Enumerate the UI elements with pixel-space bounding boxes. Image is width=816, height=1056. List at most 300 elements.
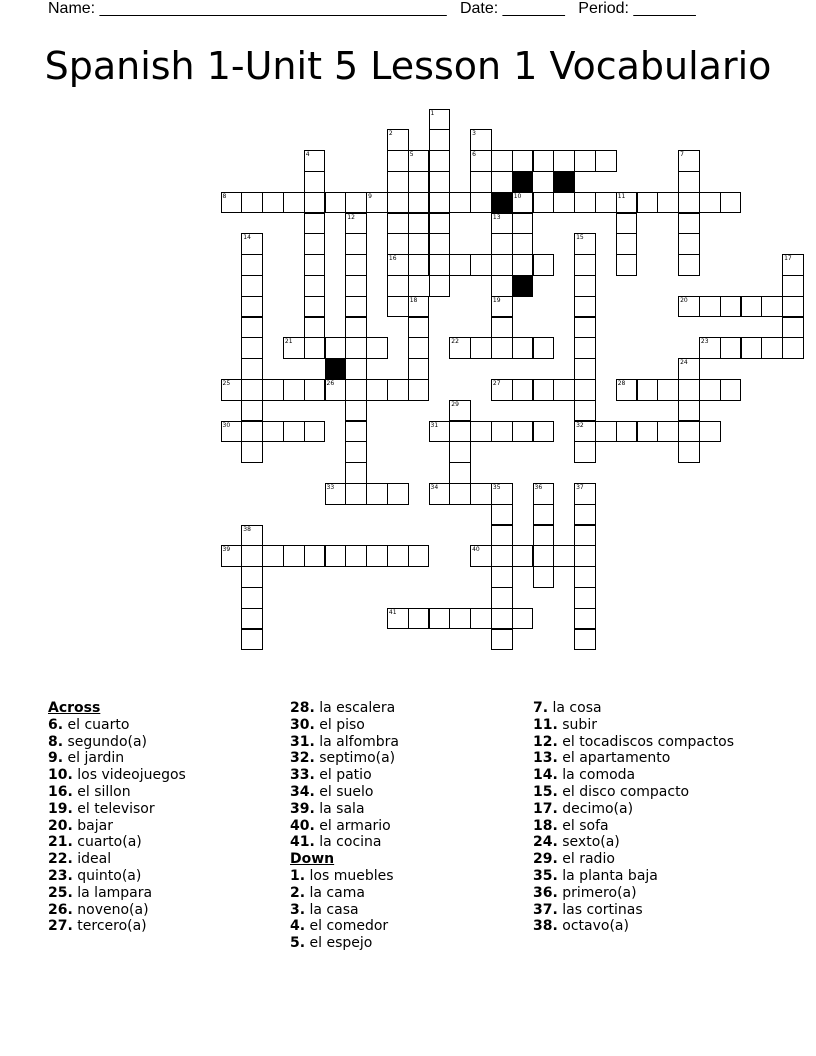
grid-cell[interactable] <box>429 213 451 235</box>
grid-cell[interactable] <box>387 296 409 318</box>
grid-cell[interactable] <box>512 233 534 255</box>
grid-cell[interactable] <box>595 150 617 172</box>
grid-cell[interactable] <box>782 275 804 297</box>
grid-cell[interactable] <box>241 545 263 567</box>
grid-cell[interactable] <box>574 483 596 505</box>
grid-cell[interactable] <box>429 254 451 276</box>
grid-cell[interactable] <box>470 421 492 443</box>
cell-number: 27 <box>492 379 501 387</box>
grid-cell[interactable] <box>678 233 700 255</box>
grid-cell[interactable] <box>387 254 409 276</box>
grid-cell[interactable] <box>678 150 700 172</box>
grid-cell[interactable] <box>449 441 471 463</box>
cell-number: 41 <box>388 608 397 616</box>
grid-cell[interactable] <box>533 379 555 401</box>
grid-cell[interactable] <box>533 483 555 505</box>
clue-text: la cosa <box>552 700 602 716</box>
grid-cell[interactable] <box>262 545 284 567</box>
grid-cell[interactable] <box>574 400 596 422</box>
grid-cell[interactable] <box>345 296 367 318</box>
grid-cell[interactable] <box>408 192 430 214</box>
clue-text: los muebles <box>309 867 394 884</box>
grid-cell[interactable] <box>491 233 513 255</box>
grid-cell[interactable] <box>429 192 451 214</box>
grid-cell[interactable] <box>304 254 326 276</box>
grid-cell[interactable] <box>449 421 471 443</box>
clue-number: 14. <box>533 767 558 784</box>
grid-cell[interactable] <box>699 337 721 359</box>
grid-cell[interactable] <box>491 629 513 651</box>
grid-cell[interactable] <box>491 545 513 567</box>
cell-number: 38 <box>243 525 251 533</box>
grid-cell[interactable] <box>574 566 596 588</box>
grid-cell[interactable] <box>429 421 451 443</box>
clue-text: la sala <box>319 800 365 817</box>
grid-cell[interactable] <box>782 254 804 276</box>
cell-number: 2 <box>388 130 393 138</box>
grid-cell[interactable] <box>241 192 263 214</box>
grid-cell[interactable] <box>304 545 326 567</box>
grid-cell[interactable] <box>470 337 492 359</box>
clue-number: 19. <box>48 800 73 817</box>
grid-cell[interactable] <box>678 379 700 401</box>
grid-cell[interactable] <box>449 483 471 505</box>
grid-cell[interactable] <box>533 566 555 588</box>
grid-cell[interactable] <box>408 171 430 193</box>
grid-cell[interactable] <box>491 504 513 526</box>
grid-cell[interactable] <box>616 254 638 276</box>
grid-cell[interactable] <box>699 192 721 214</box>
down-clue <box>290 902 399 919</box>
grid-cell[interactable] <box>491 254 513 276</box>
grid-cell[interactable] <box>470 545 492 567</box>
grid-cell[interactable] <box>345 441 367 463</box>
grid-cell[interactable] <box>221 379 243 401</box>
grid-cell[interactable] <box>782 317 804 339</box>
grid-cell[interactable] <box>533 337 555 359</box>
grid-cell[interactable] <box>449 337 471 359</box>
grid-cell[interactable] <box>408 337 430 359</box>
grid-cell[interactable] <box>616 213 638 235</box>
clue-number: 37. <box>533 901 558 918</box>
grid-cell[interactable] <box>595 192 617 214</box>
grid-cell[interactable] <box>221 421 243 443</box>
grid-cell[interactable] <box>366 483 388 505</box>
grid-cell[interactable] <box>241 629 263 651</box>
grid-cell[interactable] <box>533 545 555 567</box>
grid-cell[interactable] <box>304 275 326 297</box>
grid-cell[interactable] <box>574 296 596 318</box>
grid-cell[interactable] <box>595 421 617 443</box>
clue-number: 2. <box>290 884 306 901</box>
grid-cell[interactable] <box>470 192 492 214</box>
grid-cell[interactable] <box>574 358 596 380</box>
cell-number: 21 <box>284 338 293 346</box>
grid-cell[interactable] <box>741 337 763 359</box>
date-label: Date: <box>459 0 503 17</box>
grid-cell[interactable] <box>387 545 409 567</box>
grid-cell[interactable] <box>241 275 263 297</box>
clue-number: 16. <box>48 783 73 800</box>
grid-cell[interactable] <box>574 421 596 443</box>
down-clue <box>533 784 734 801</box>
grid-cell[interactable] <box>678 296 700 318</box>
grid-cell[interactable] <box>304 317 326 339</box>
grid-cell[interactable] <box>678 213 700 235</box>
clue-number: 31. <box>290 733 315 750</box>
grid-cell[interactable] <box>512 254 534 276</box>
grid-cell[interactable] <box>429 129 451 151</box>
grid-cell[interactable] <box>699 421 721 443</box>
cell-number: 17 <box>784 255 792 263</box>
grid-cell[interactable] <box>408 358 430 380</box>
grid-cell[interactable] <box>699 379 721 401</box>
grid-cell[interactable] <box>491 587 513 609</box>
grid-cell[interactable] <box>345 421 367 443</box>
grid-cell[interactable] <box>366 545 388 567</box>
grid-cell[interactable] <box>657 421 679 443</box>
grid-cell[interactable] <box>429 233 451 255</box>
cell-number: 4 <box>305 151 310 159</box>
grid-cell[interactable] <box>241 566 263 588</box>
grid-cell[interactable] <box>283 421 305 443</box>
grid-cell[interactable] <box>387 275 409 297</box>
grid-cell[interactable] <box>470 129 492 151</box>
grid-cell[interactable] <box>782 337 804 359</box>
across-clue <box>48 801 186 818</box>
grid-cell[interactable] <box>574 525 596 547</box>
grid-cell[interactable] <box>304 192 326 214</box>
cell-number: 20 <box>680 296 688 304</box>
grid-cell[interactable] <box>553 192 575 214</box>
grid-cell[interactable] <box>491 525 513 547</box>
across-clue <box>290 818 399 835</box>
grid-cell[interactable] <box>491 296 513 318</box>
grid-cell[interactable] <box>408 296 430 318</box>
grid-cell[interactable] <box>720 296 742 318</box>
grid-cell[interactable] <box>387 379 409 401</box>
grid-cell[interactable] <box>408 213 430 235</box>
grid-cell[interactable] <box>408 608 430 630</box>
grid-cell[interactable] <box>449 400 471 422</box>
grid-cell[interactable] <box>387 213 409 235</box>
grid-cell[interactable] <box>761 296 783 318</box>
grid-cell[interactable] <box>345 233 367 255</box>
grid-cell[interactable] <box>408 254 430 276</box>
clue-text: primero(a) <box>562 884 637 901</box>
across-clue <box>290 717 399 734</box>
grid-cell[interactable] <box>241 608 263 630</box>
grid-cell[interactable] <box>345 337 367 359</box>
grid-cell[interactable] <box>408 150 430 172</box>
grid-cell[interactable] <box>387 171 409 193</box>
grid-cell[interactable] <box>616 233 638 255</box>
grid-cell[interactable] <box>345 462 367 484</box>
grid-cell[interactable] <box>366 192 388 214</box>
grid-cell[interactable] <box>325 379 347 401</box>
grid-cell[interactable] <box>429 483 451 505</box>
grid-cell[interactable] <box>387 233 409 255</box>
grid-cell[interactable] <box>408 379 430 401</box>
grid-cell[interactable] <box>512 421 534 443</box>
grid-cell[interactable] <box>283 337 305 359</box>
grid-cell[interactable] <box>512 337 534 359</box>
clue-number: 26. <box>48 901 73 918</box>
grid-cell[interactable] <box>574 587 596 609</box>
grid-cell[interactable] <box>429 109 451 131</box>
grid-cell[interactable] <box>262 192 284 214</box>
grid-cell[interactable] <box>262 379 284 401</box>
grid-cell[interactable] <box>491 275 513 297</box>
grid-cell[interactable] <box>283 545 305 567</box>
grid-cell[interactable] <box>491 337 513 359</box>
grid-cell[interactable] <box>325 337 347 359</box>
grid-cell[interactable] <box>574 608 596 630</box>
grid-cell[interactable] <box>304 213 326 235</box>
grid-cell[interactable] <box>512 213 534 235</box>
grid-cell[interactable] <box>491 150 513 172</box>
across-clue <box>290 750 399 767</box>
down-clue <box>533 801 734 818</box>
grid-cell[interactable] <box>345 275 367 297</box>
grid-cell[interactable] <box>325 192 347 214</box>
grid-cell[interactable] <box>387 129 409 151</box>
grid-cell[interactable] <box>262 421 284 443</box>
grid-cell[interactable] <box>491 213 513 235</box>
cell-number: 25 <box>222 379 231 387</box>
grid-cell[interactable] <box>553 150 575 172</box>
grid-cell[interactable] <box>304 337 326 359</box>
across-clue <box>48 767 186 784</box>
grid-cell[interactable] <box>574 233 596 255</box>
down-clue <box>533 885 734 902</box>
down-clue <box>533 918 734 935</box>
grid-cell[interactable] <box>304 296 326 318</box>
grid-cell[interactable] <box>283 192 305 214</box>
clue-text: el patio <box>319 767 372 784</box>
grid-cell[interactable] <box>574 275 596 297</box>
grid-cell[interactable] <box>241 254 263 276</box>
grid-cell[interactable] <box>325 545 347 567</box>
name-field[interactable]: _______________________________________ <box>99 0 447 17</box>
grid-cell[interactable] <box>574 192 596 214</box>
grid-cell[interactable] <box>574 337 596 359</box>
across-clue <box>290 734 399 751</box>
grid-cell[interactable] <box>574 629 596 651</box>
across-clue <box>290 700 399 717</box>
clue-text: cuarto(a) <box>77 834 142 851</box>
grid-cell[interactable] <box>512 545 534 567</box>
grid-cell[interactable] <box>304 421 326 443</box>
grid-cell[interactable] <box>345 545 367 567</box>
grid-cell[interactable] <box>408 233 430 255</box>
grid-cell[interactable] <box>491 317 513 339</box>
cell-number: 10 <box>513 192 522 200</box>
grid-cell[interactable] <box>512 192 534 214</box>
grid-cell[interactable] <box>345 400 367 422</box>
grid-cell[interactable] <box>553 545 575 567</box>
grid-cell[interactable] <box>387 608 409 630</box>
grid-cell[interactable] <box>491 608 513 630</box>
grid-cell[interactable] <box>283 379 305 401</box>
grid-cell[interactable] <box>429 171 451 193</box>
grid-cell[interactable] <box>345 317 367 339</box>
clue-number: 41. <box>290 834 315 851</box>
grid-cell[interactable] <box>241 525 263 547</box>
down-clue <box>533 818 734 835</box>
grid-cell[interactable] <box>657 192 679 214</box>
grid-cell[interactable] <box>512 608 534 630</box>
grid-cell[interactable] <box>491 421 513 443</box>
grid-cell[interactable] <box>678 254 700 276</box>
grid-cell[interactable] <box>304 379 326 401</box>
grid-cell[interactable] <box>699 296 721 318</box>
clue-number: 6. <box>48 716 64 733</box>
grid-cell[interactable] <box>241 441 263 463</box>
grid-cell[interactable] <box>616 421 638 443</box>
grid-cell[interactable] <box>533 150 555 172</box>
grid-cell[interactable] <box>491 379 513 401</box>
grid-cell[interactable] <box>616 192 638 214</box>
grid-cell[interactable] <box>221 545 243 567</box>
grid-cell[interactable] <box>304 233 326 255</box>
grid-cell[interactable] <box>241 233 263 255</box>
grid-cell[interactable] <box>449 192 471 214</box>
grid-cell[interactable] <box>241 317 263 339</box>
clue-text: el sillon <box>77 783 131 800</box>
grid-cell[interactable] <box>366 379 388 401</box>
grid-cell[interactable] <box>678 192 700 214</box>
clue-text: sexto(a) <box>562 834 620 851</box>
grid-cell[interactable] <box>678 171 700 193</box>
grid-cell[interactable] <box>574 254 596 276</box>
date-field[interactable]: _______ <box>502 0 565 17</box>
clue-number: 18. <box>533 817 558 834</box>
grid-cell[interactable] <box>366 337 388 359</box>
grid-cell[interactable] <box>491 566 513 588</box>
cell-number: 5 <box>409 151 414 159</box>
grid-cell[interactable] <box>678 421 700 443</box>
grid-cell[interactable] <box>241 400 263 422</box>
grid-cell[interactable] <box>470 171 492 193</box>
grid-cell[interactable] <box>345 213 367 235</box>
grid-cell[interactable] <box>761 337 783 359</box>
grid-cell[interactable] <box>720 192 742 214</box>
page-title: Spanish 1-Unit 5 Lesson 1 Vocabulario <box>44 44 772 88</box>
grid-cell[interactable] <box>429 150 451 172</box>
grid-block-cell <box>491 192 513 214</box>
grid-cell[interactable] <box>512 150 534 172</box>
grid-cell[interactable] <box>241 358 263 380</box>
grid-cell[interactable] <box>345 379 367 401</box>
grid-cell[interactable] <box>574 317 596 339</box>
grid-cell[interactable] <box>678 358 700 380</box>
grid-cell[interactable] <box>782 296 804 318</box>
grid-cell[interactable] <box>429 608 451 630</box>
grid-cell[interactable] <box>387 483 409 505</box>
clue-text: ideal <box>77 851 112 868</box>
clue-number: 39. <box>290 800 315 817</box>
grid-cell[interactable] <box>637 379 659 401</box>
grid-cell[interactable] <box>533 525 555 547</box>
grid-cell[interactable] <box>387 192 409 214</box>
clue-number: 36. <box>533 884 558 901</box>
grid-cell[interactable] <box>345 254 367 276</box>
name-label: Name: <box>48 0 100 17</box>
cell-number: 33 <box>326 483 335 491</box>
down-clue <box>533 868 734 885</box>
grid-cell[interactable] <box>241 379 263 401</box>
grid-cell[interactable] <box>304 150 326 172</box>
grid-cell[interactable] <box>574 150 596 172</box>
grid-cell[interactable] <box>553 379 575 401</box>
grid-cell[interactable] <box>241 587 263 609</box>
grid-cell[interactable] <box>637 192 659 214</box>
grid-cell[interactable] <box>574 379 596 401</box>
grid-cell[interactable] <box>720 337 742 359</box>
grid-cell[interactable] <box>574 504 596 526</box>
clue-text: subir <box>562 716 597 733</box>
across-clue <box>290 834 399 851</box>
grid-cell[interactable] <box>345 483 367 505</box>
grid-cell[interactable] <box>574 545 596 567</box>
cell-number: 37 <box>576 483 584 491</box>
grid-cell[interactable] <box>325 483 347 505</box>
clue-number: 9. <box>48 750 64 767</box>
grid-cell[interactable] <box>221 192 243 214</box>
period-field[interactable]: _______ <box>633 0 696 17</box>
grid-cell[interactable] <box>657 379 679 401</box>
grid-cell[interactable] <box>491 483 513 505</box>
grid-cell[interactable] <box>241 337 263 359</box>
grid-cell[interactable] <box>533 421 555 443</box>
grid-cell[interactable] <box>408 545 430 567</box>
cell-number: 8 <box>222 192 227 200</box>
clue-number: 10. <box>48 767 73 784</box>
grid-cell[interactable] <box>449 254 471 276</box>
grid-cell[interactable] <box>449 608 471 630</box>
grid-cell[interactable] <box>408 317 430 339</box>
grid-cell[interactable] <box>637 421 659 443</box>
grid-cell[interactable] <box>678 441 700 463</box>
grid-cell[interactable] <box>533 254 555 276</box>
grid-cell[interactable] <box>241 296 263 318</box>
across-clue <box>48 868 186 885</box>
grid-cell[interactable] <box>533 504 555 526</box>
grid-cell[interactable] <box>449 462 471 484</box>
grid-cell[interactable] <box>574 441 596 463</box>
grid-cell[interactable] <box>616 379 638 401</box>
grid-cell[interactable] <box>470 608 492 630</box>
grid-cell[interactable] <box>304 171 326 193</box>
grid-cell[interactable] <box>741 296 763 318</box>
grid-cell[interactable] <box>470 483 492 505</box>
grid-cell[interactable] <box>470 254 492 276</box>
clue-text: decimo(a) <box>562 800 634 817</box>
grid-cell[interactable] <box>387 150 409 172</box>
grid-cell[interactable] <box>429 275 451 297</box>
grid-cell[interactable] <box>720 379 742 401</box>
grid-cell[interactable] <box>512 379 534 401</box>
grid-cell[interactable] <box>345 192 367 214</box>
grid-cell[interactable] <box>678 400 700 422</box>
grid-cell[interactable] <box>241 421 263 443</box>
clue-number: 5. <box>290 935 306 952</box>
grid-cell[interactable] <box>470 150 492 172</box>
grid-cell[interactable] <box>345 358 367 380</box>
grid-cell[interactable] <box>533 192 555 214</box>
clue-number: 17. <box>533 800 558 817</box>
